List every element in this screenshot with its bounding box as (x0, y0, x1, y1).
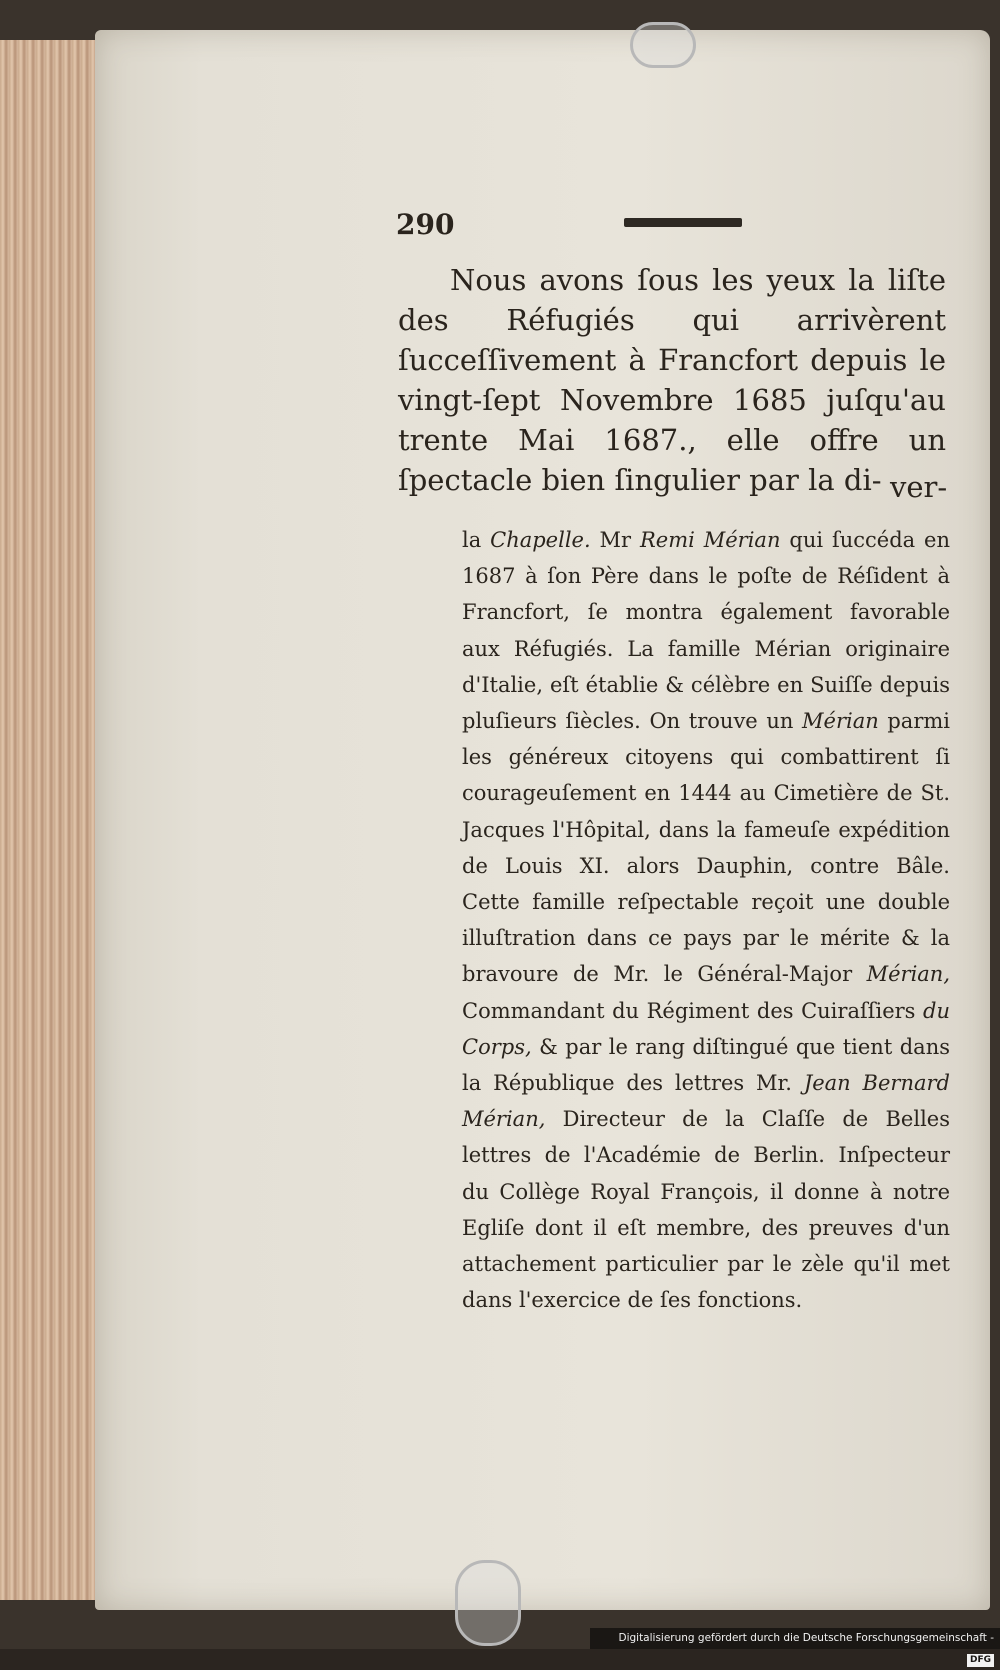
footnote-italic: Remi Mérian (639, 528, 781, 552)
main-paragraph: Nous avons ſous les yeux la liſte des Réfugiés qui arrivèrent ſucceſſivement à Francfort depuis le vingt-ſept Novembre 1685 juſqu'au trente Mai 1687., elle offre un ſpectacle bien ſingulier par la di- (398, 263, 946, 497)
digitization-credit (590, 1628, 1000, 1665)
header-rule (624, 218, 742, 227)
footnote-text: Commandant du Régiment des Cuiraſſiers (462, 998, 924, 1023)
footnote-italic: Mérian, (866, 962, 950, 987)
footnote (462, 522, 950, 1318)
clip-bottom (455, 1560, 521, 1646)
catchword: ver- (890, 470, 948, 504)
footnote-text: qui ſuccéda en 1687 à ſon Père dans le poſte de Réſident à Francfort, ſe montra également favorable aux Réfugiés. La famille Mérian originaire d'Italie, eſt établie & célèbre en Suiſſe depuis pluſieurs ſiècles. On trouve un (462, 528, 950, 734)
dfg-logo: DFG (967, 1654, 994, 1667)
footnote-italic: Jean Bernard Mérian, (462, 1071, 950, 1132)
footnote-italic: Mérian (802, 709, 879, 734)
footnote-text: parmi les généreux citoyens qui combattirent ſi courageuſement en 1444 au Cimetière de St. Jacques l'Hôpital, dans la fameuſe expédition de Louis XI. alors Dauphin, contre Bâle. Cette famille reſpectable reçoit une double illuſtration dans ce pays par le mérite & la bravoure de Mr. le Général-Major (462, 709, 950, 987)
footnote-text: Directeur de la Claſſe de Belles lettres de l'Académie de Berlin. Inſpecteur du Collège Royal François, il donne à notre Egliſe dont il eſt membre, des preuves d'un attachement particulier par le zèle qu'il met dans l'exercice de ſes fonctions. (462, 1107, 950, 1313)
footnote-text: Mr (590, 528, 640, 552)
footnote-italic: Chapelle. (490, 528, 591, 552)
page-header (396, 208, 756, 242)
page-number: 290 (396, 208, 455, 241)
clip-top (630, 22, 696, 68)
credit-text: Digitalisierung gefördert durch die Deutsche Forschungsgemeinschaft - (618, 1632, 994, 1644)
page-edges (0, 40, 102, 1600)
footnote-paragraph (462, 522, 950, 1318)
main-text (398, 260, 946, 500)
footnote-italic: du Corps, (462, 998, 950, 1059)
footnote-text: & par le rang diſtingué que tient dans la République des lettres Mr. (462, 1034, 950, 1096)
footnote-text: la (462, 528, 491, 552)
